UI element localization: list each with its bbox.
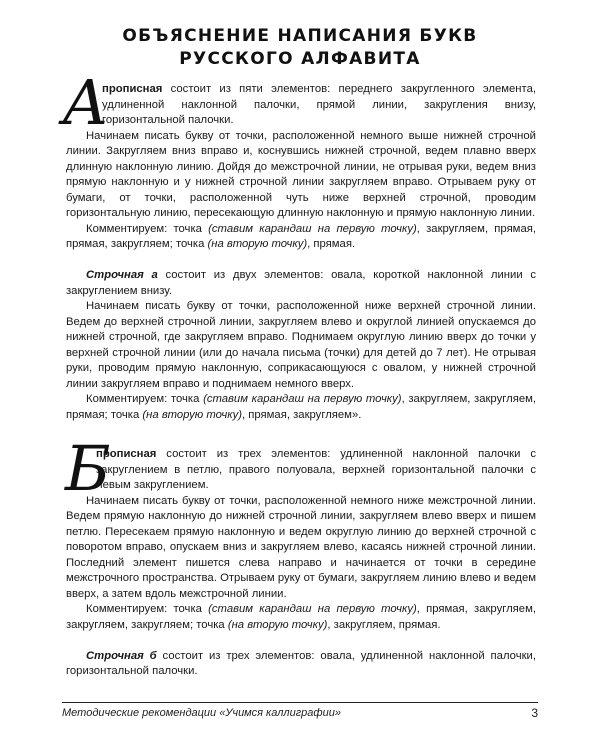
paragraph-a-intro [66, 82, 536, 129]
comment-text: , закругляем, прямая. [327, 619, 441, 632]
section-letter-b [66, 447, 536, 680]
term-b-lower: Строчная б [86, 649, 157, 662]
paragraph-b-method: Начинаем писать букву от точки, расположенной немного ниже межстрочной линии. Ведем прямую наклонную до нижней строчной линии, закругляем влево вверх и пишем петлю. Пересекаем прямую наклонную и ведем округлую линию до верхней строчной с поворотом вправо, опускаем вниз и закругляем влево, касаясь нижней строчной линии. Последний элемент пишется слева направо и начинается от точки в середине межстрочного пространства. Отрываем руку от бумаги, закругляем линию влево и ведем вверх, а затем вдоль межстрочной линии. [66, 494, 536, 600]
comment-italic: (ставим карандаш на первую точку) [208, 222, 417, 235]
dropcap-spacer [66, 82, 102, 126]
comment-italic: (ставим карандаш на первую точку) [208, 603, 417, 616]
dropcap-letter-b: Б [65, 432, 111, 505]
text-a-lower-intro: состоит из двух элементов: овала, короткой наклонной линии с закруглением внизу. [66, 269, 536, 297]
comment-text: Комментируем: точка [86, 222, 209, 235]
comment-text: , прямая, закругляем». [242, 408, 362, 421]
comment-italic: (ставим карандаш на первую точку) [203, 393, 402, 406]
comment-text: , закругляем, закругляем, прямая; точка [66, 393, 537, 421]
page-title-line-1: ОБЪЯСНЕНИЕ НАПИСАНИЯ БУКВ [122, 26, 478, 46]
paragraph-a-comment [66, 222, 536, 253]
term-a-lower: Строчная а [86, 269, 158, 282]
footer-divider [62, 702, 538, 703]
comment-italic: (на вторую точку) [227, 619, 328, 632]
page-title-line-2: РУССКОГО АЛФАВИТА [179, 49, 421, 69]
paragraph-b-intro [66, 447, 536, 494]
text-a-intro: состоит из пяти элементов: переднего закругленного элемента, удлиненной наклонной палочки, прямой линии, закругления внизу, горизонтальной палочки. [102, 83, 536, 127]
dropcap-letter-a: А [62, 66, 109, 139]
text-b-lower-intro: состоит из трех элементов: овала, удлиненной наклонной палочки, горизонтальной палочки. [66, 649, 536, 678]
comment-text: Комментируем: точка [86, 603, 209, 616]
paragraph-a-lower-method: Начинаем писать букву от точки, расположенной ниже верхней строчной линии. Ведем до верхней строчной линии, закругляем влево и округлой линией опускаемся до нижней строчной, где закругляем вправо. Поднимаем округлую линию вверх до точки у верхней строчной линии (или до начала письма (точки) для детей до 7 лет). Не отрывая руки, проводим прямую наклонную, соприкасающуюся с овалом, у нижней строчной линии закругляем вправо и поднимаем немного вверх. [66, 300, 536, 390]
footer-title: Методические рекомендации «Учимся каллиграфии» [62, 707, 341, 719]
page-number: 3 [531, 706, 538, 720]
comment-text: Комментируем: точка [86, 393, 204, 406]
comment-italic: (на вторую точку) [142, 408, 242, 421]
paragraph-a-lower-intro [66, 268, 536, 299]
comment-italic: (на вторую точку) [207, 238, 308, 251]
text-b-intro: состоит из трех элементов: удлиненной наклонной палочки с закруглением в петлю, правого полуовала, верхней горизонтальной палочки с левым закруглением. [96, 448, 536, 492]
paragraph-a-lower-comment [66, 392, 536, 423]
spacer [66, 634, 536, 649]
paragraph-a-method: Начинаем писать букву от точки, расположенной немного выше нижней строчной линии. Закругляем вниз вправо и, коснувшись нижней строчной, ведем плавно вверх длинную наклонную линию. Дойдя до межстрочной линии, не отрывая руки, ведем вниз прямую наклонную и у нижней строчной линии закругляем вправо. Отрываем руку от бумаги, от точки, расположенной чуть ниже верхней строчной, проводим горизонтальную линию, пересекающую длинную наклонную и прямую наклонную линии. [66, 129, 536, 220]
dropcap-spacer [66, 447, 96, 493]
comment-text: , прямая. [307, 238, 356, 251]
term-b-upper: прописная [96, 448, 157, 460]
section-letter-a [66, 82, 536, 423]
comment-text: , закругляем, прямая, прямая, закругляем; точка [66, 222, 536, 251]
term-a-upper: прописная [102, 83, 163, 95]
comment-text: , прямая, закругляем, закругляем, закругляем; точка [66, 603, 536, 632]
spacer [66, 253, 536, 268]
paragraph-b-comment [66, 602, 536, 633]
paragraph-b-lower-intro [66, 649, 536, 680]
